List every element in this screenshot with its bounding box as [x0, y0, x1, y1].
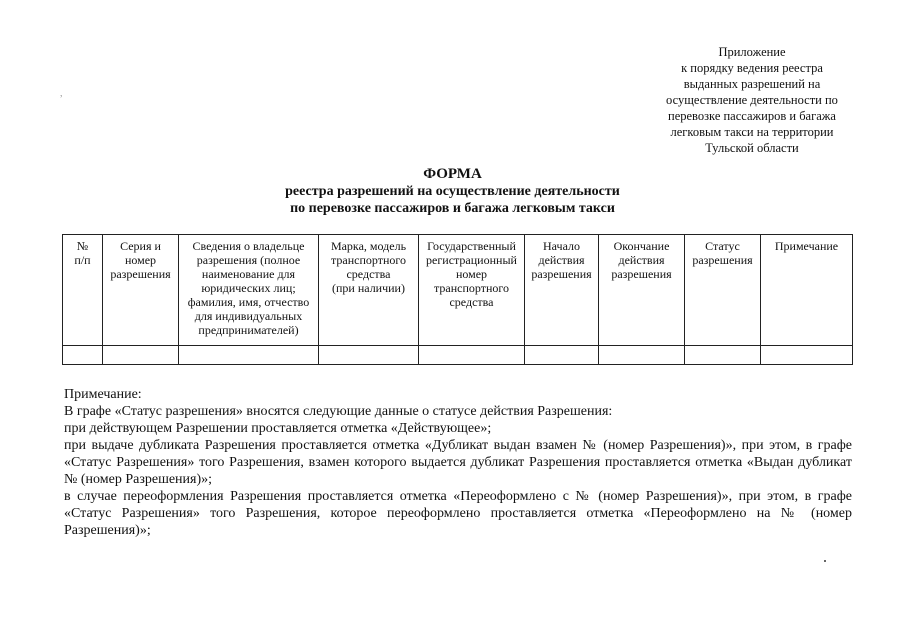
appendix-line: перевозке пассажиров и багажа: [668, 109, 836, 123]
notes-block: [64, 386, 852, 539]
table-row: [63, 346, 853, 365]
header-owner-info: Сведения о владельце разрешения (полное наименование для юридических лиц; фамилия, имя, отчество для индивидуальных предпринимателей): [179, 235, 319, 346]
table-cell: [525, 346, 599, 365]
header-vehicle-model: Марка, модель транспортного средства (при наличии): [319, 235, 419, 346]
table-cell: [599, 346, 685, 365]
notes-paragraph: при действующем Разрешении проставляется отметка «Действующее»;: [64, 421, 492, 436]
appendix-line: Приложение: [718, 45, 786, 59]
header-status: Статус разрешения: [685, 235, 761, 346]
header-note: Примечание: [761, 235, 853, 346]
notes-paragraph: в случае переоформления Разрешения проставляется отметка «Переоформлено с № (номер Разрешения)», при этом, в графе «Статус Разрешения» того Разрешения, которое переоформлено проставляется отметка «Переоформлено на № (номер Разрешения)»;: [64, 489, 852, 538]
table-cell: [63, 346, 103, 365]
table-cell: [761, 346, 853, 365]
notes-heading: Примечание:: [64, 387, 142, 402]
header-registration-plate: Государственный регистрационный номер транспортного средства: [419, 235, 525, 346]
table-cell: [319, 346, 419, 365]
appendix-block: [648, 44, 856, 156]
document-title: [0, 166, 905, 217]
scan-speck: [824, 560, 826, 562]
appendix-line: легковым такси на территории: [670, 125, 834, 139]
table-cell: [419, 346, 525, 365]
header-start-date: Начало действия разрешения: [525, 235, 599, 346]
notes-paragraph: при выдаче дубликата Разрешения проставляется отметка «Дубликат выдан взамен № (номер Разрешения)», при этом, в графе «Статус Разрешения» того Разрешения, взамен которого выдается дубликат Разрешения проставляется отметка «Выдан дубликат № (номер Разрешения)»;: [64, 438, 852, 487]
title-line-2: реестра разрешений на осуществление деятельности: [285, 184, 620, 199]
header-series-number: Серия и номер разрешения: [103, 235, 179, 346]
appendix-line: выданных разрешений на: [683, 77, 821, 91]
appendix-line: осуществление деятельности по: [666, 93, 838, 107]
scan-mark: ,: [60, 88, 63, 99]
table-cell: [103, 346, 179, 365]
registry-table: [62, 234, 853, 365]
notes-paragraph: В графе «Статус разрешения» вносятся следующие данные о статусе действия Разрешения:: [64, 404, 613, 419]
appendix-line: к порядку ведения реестра: [681, 61, 823, 75]
title-line-3: по перевозке пассажиров и багажа легковым такси: [290, 201, 615, 216]
header-number: № п/п: [63, 235, 103, 346]
table-cell: [685, 346, 761, 365]
table-header-row: [63, 235, 853, 346]
title-form: ФОРМА: [423, 166, 482, 182]
table-cell: [179, 346, 319, 365]
header-end-date: Окончание действия разрешения: [599, 235, 685, 346]
appendix-line: Тульской области: [705, 141, 799, 155]
